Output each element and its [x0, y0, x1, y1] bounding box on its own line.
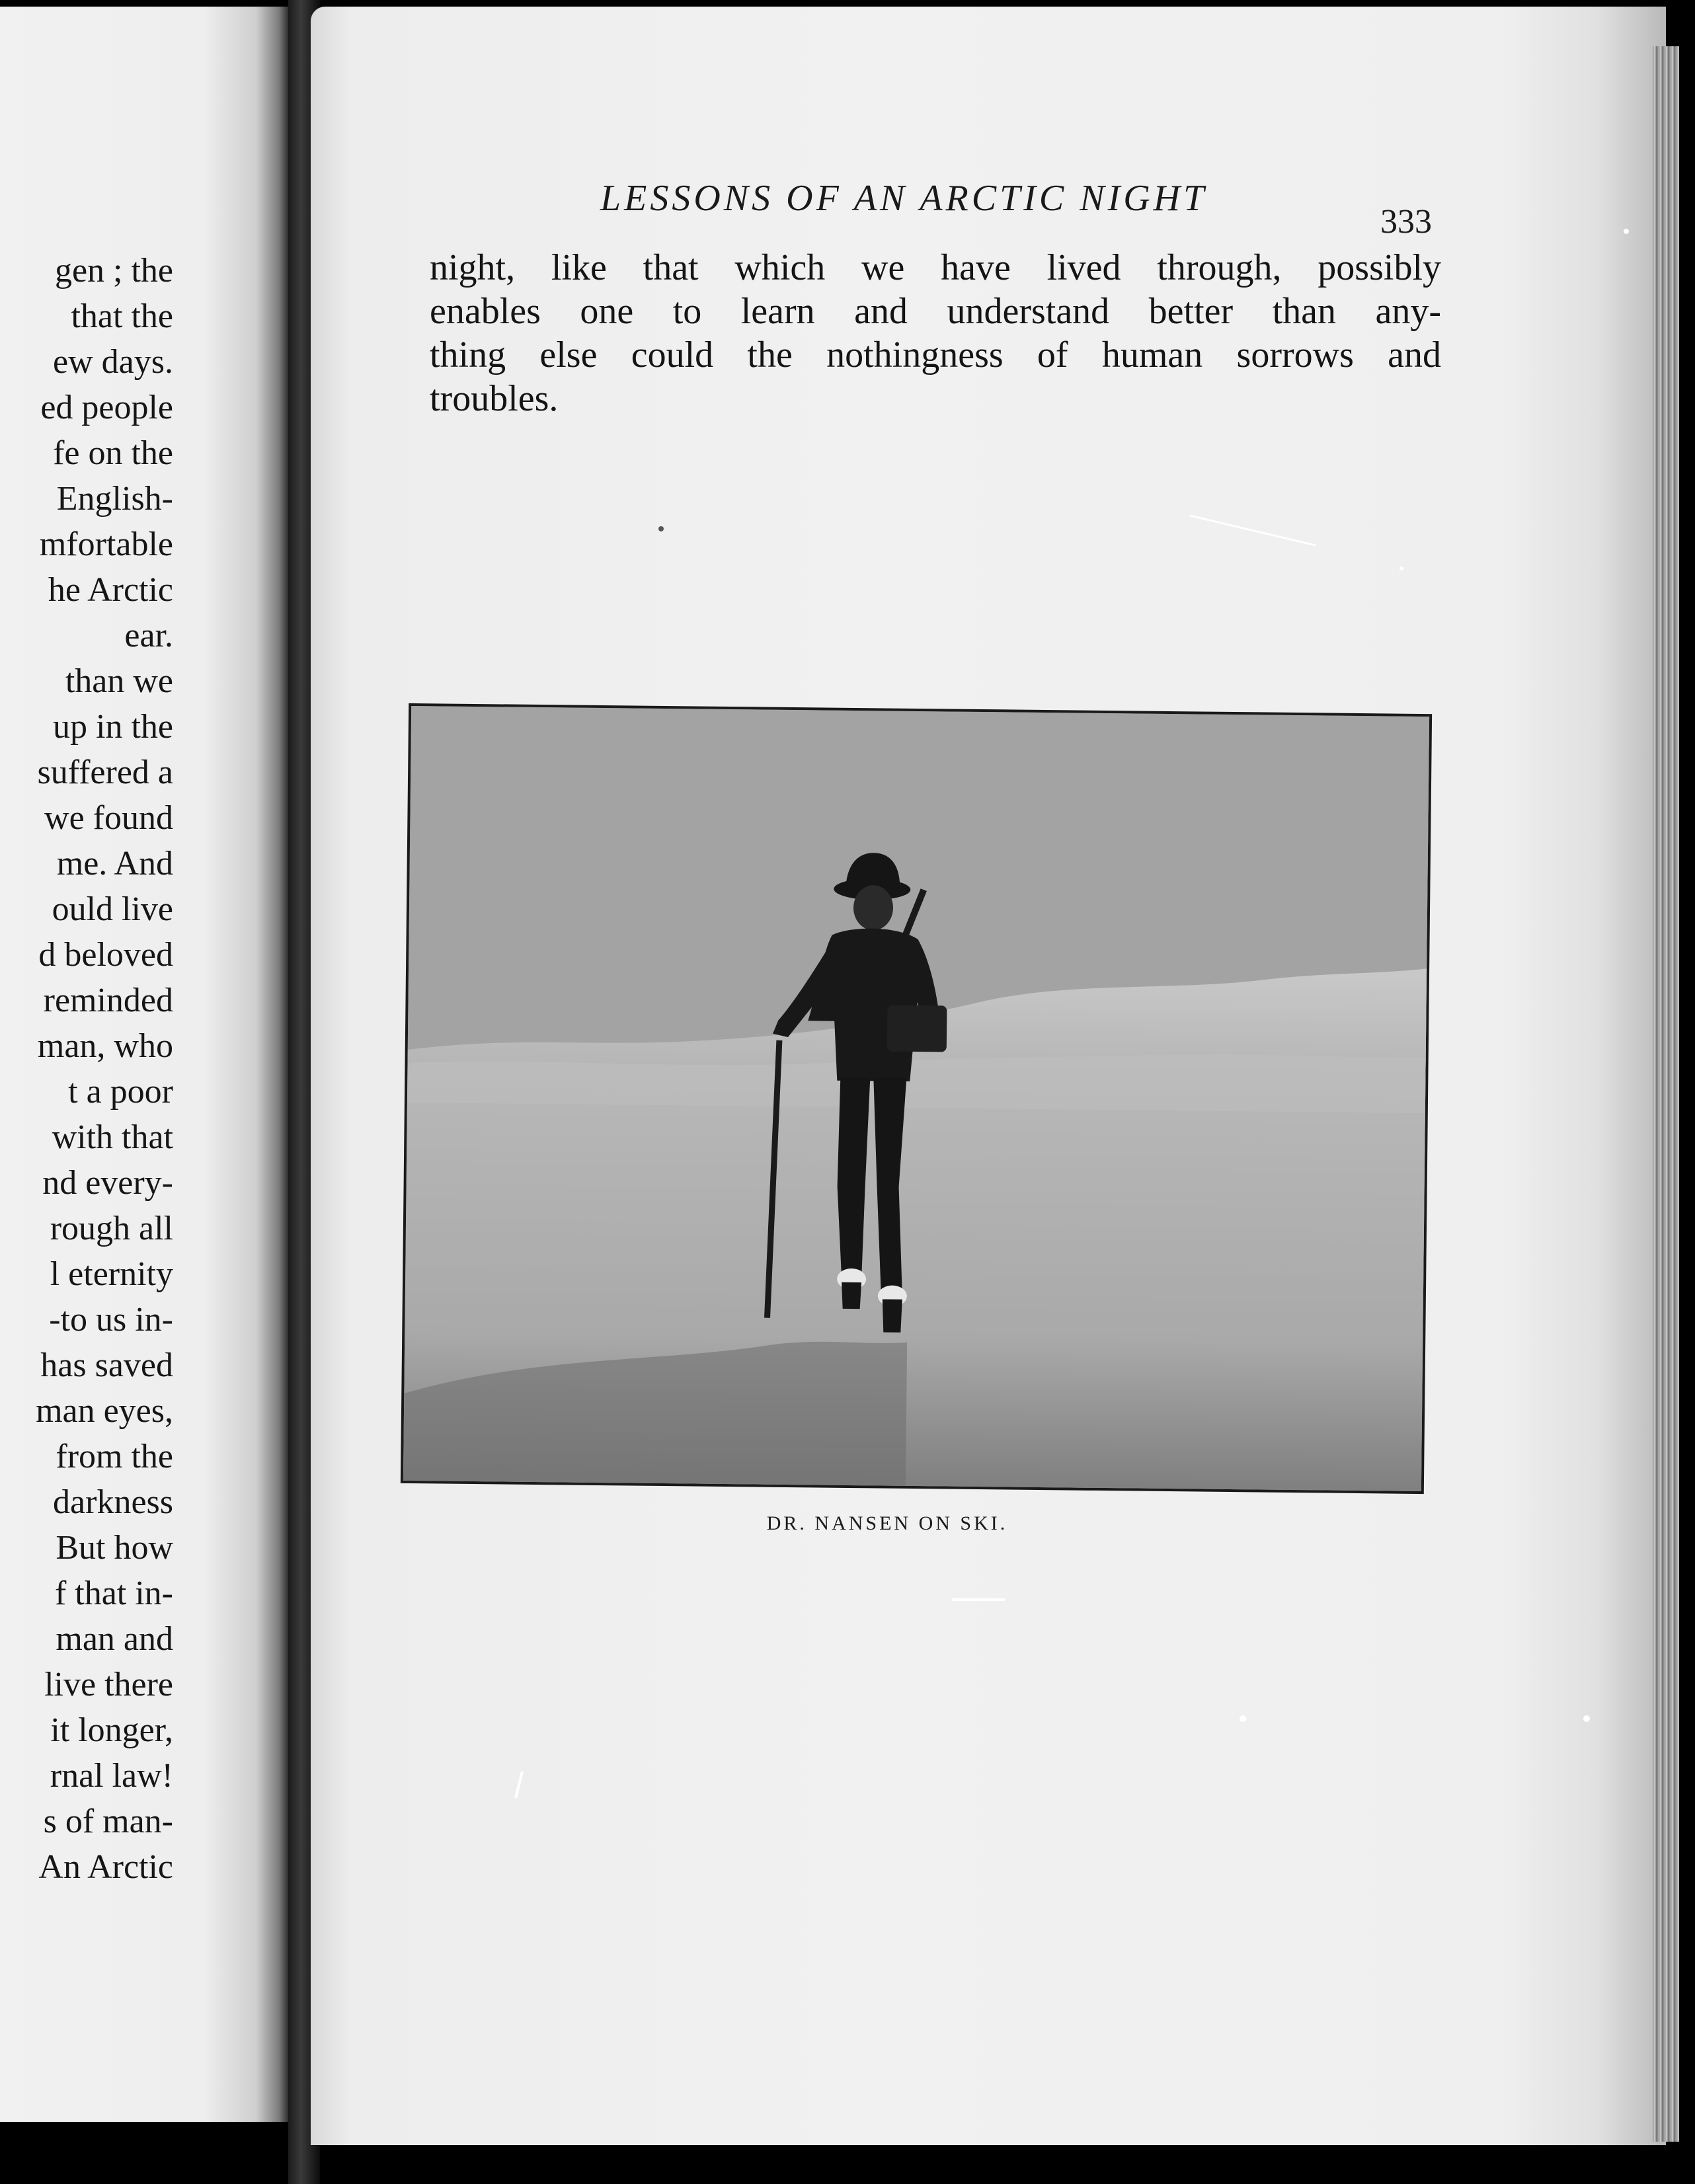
- text-line: nd every-: [42, 1164, 173, 1202]
- page-number: 333: [1380, 203, 1432, 241]
- text-line: live there: [44, 1666, 173, 1703]
- text-line: ew days.: [53, 343, 173, 381]
- text-line: ed people: [40, 389, 173, 426]
- text-line: has saved: [40, 1346, 173, 1384]
- text-line: fe on the: [53, 434, 173, 472]
- text-line: up in the: [53, 708, 173, 746]
- text-line: But how: [56, 1529, 173, 1567]
- text-line: we found: [44, 799, 173, 837]
- text-line: -to us in-: [49, 1301, 173, 1339]
- text-line: t a poor: [68, 1073, 173, 1111]
- text-line: night, like that which we have lived through, possibly: [430, 247, 1441, 288]
- text-line: l eternity: [50, 1255, 173, 1293]
- text-line: ould live: [52, 890, 173, 928]
- text-line: reminded: [43, 982, 173, 1019]
- text-line: man eyes,: [36, 1392, 173, 1430]
- text-line: it longer,: [50, 1711, 173, 1749]
- text-line: suffered a: [37, 754, 173, 791]
- text-line: with that: [52, 1118, 173, 1156]
- text-line: me. And: [56, 845, 173, 882]
- text-line: thing else could the nothingness of human sorrows and: [430, 334, 1441, 375]
- text-line: mfortable: [39, 526, 173, 563]
- running-head: LESSONS OF AN ARCTIC NIGHT: [600, 178, 1208, 219]
- text-line: than we: [65, 662, 173, 700]
- text-line: ear.: [124, 617, 173, 654]
- text-line: gen ; the: [54, 252, 173, 290]
- text-line: enables one to learn and understand better than any-: [430, 291, 1441, 332]
- text-line: man and: [56, 1620, 173, 1658]
- text-line: from the: [56, 1438, 173, 1475]
- text-line: rough all: [50, 1210, 173, 1247]
- text-line: rnal law!: [50, 1757, 173, 1795]
- text-line: English-: [56, 480, 173, 518]
- photo-caption: DR. NANSEN ON SKI.: [766, 1512, 1008, 1534]
- text-line: that the: [71, 297, 173, 335]
- text-line: An Arctic: [38, 1848, 173, 1886]
- text-line: s of man-: [43, 1803, 173, 1840]
- text-line: troubles.: [430, 378, 559, 419]
- text-line: darkness: [53, 1483, 173, 1521]
- text-line: f that in-: [54, 1575, 173, 1612]
- text-line: man, who: [37, 1027, 173, 1065]
- text-line: d beloved: [38, 936, 173, 974]
- text-line: he Arctic: [48, 571, 173, 609]
